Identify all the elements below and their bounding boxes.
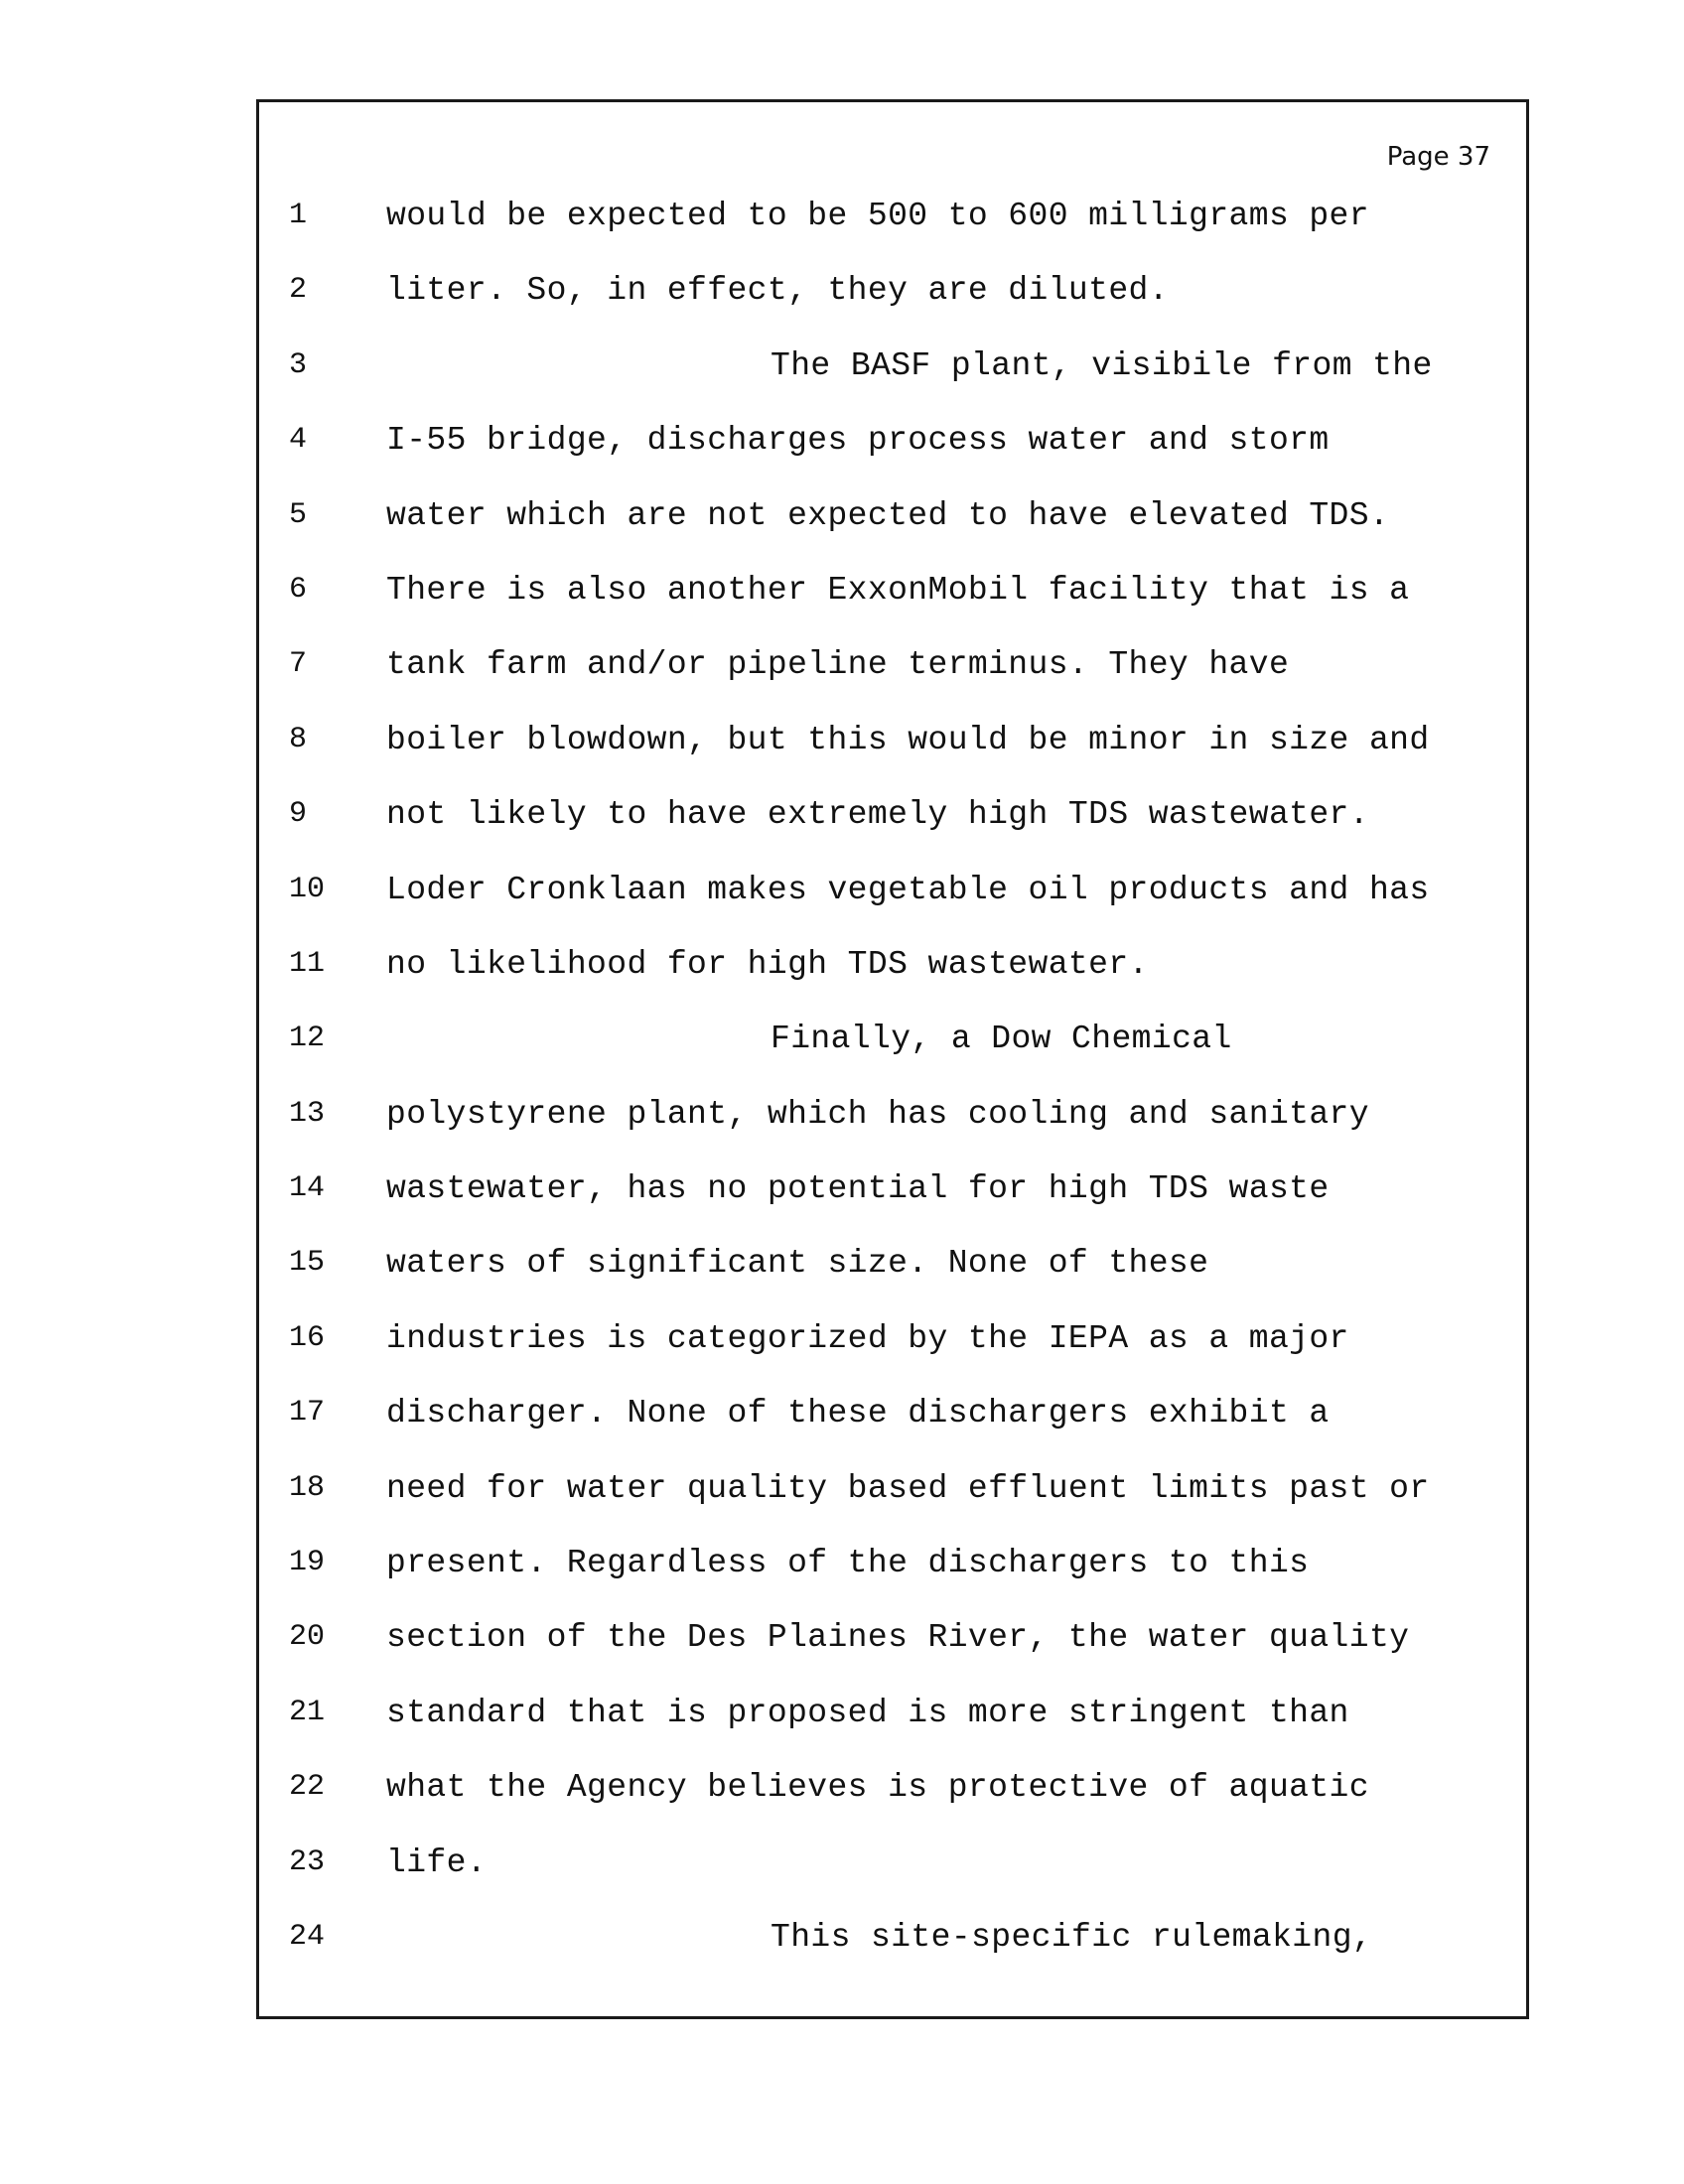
line-text: The BASF plant, visibile from the: [771, 346, 1433, 384]
line-number: 24: [289, 1919, 326, 1954]
line-number: 11: [289, 946, 326, 981]
line-text: boiler blowdown, but this would be minor in size and: [386, 721, 1430, 758]
transcript-lines: [259, 179, 1526, 1975]
line-text: would be expected to be 500 to 600 milligrams per: [386, 198, 1369, 234]
line-number: 19: [289, 1546, 326, 1580]
line-number: 5: [289, 497, 308, 532]
transcript-line: [259, 553, 1526, 627]
transcript-line: [259, 329, 1526, 403]
transcript-line: [259, 1226, 1526, 1300]
transcript-line: [259, 1152, 1526, 1226]
transcript-line: [259, 1526, 1526, 1600]
line-text: standard that is proposed is more stringent than: [386, 1694, 1349, 1731]
line-text: section of the Des Plaines River, the water quality: [386, 1619, 1410, 1657]
line-number: 13: [289, 1096, 326, 1131]
page-number: Page 37: [1386, 142, 1490, 172]
line-text: industries is categorized by the IEPA as a major: [386, 1319, 1349, 1357]
line-text: This site-specific rulemaking,: [771, 1918, 1373, 1956]
transcript-line: [259, 253, 1526, 328]
line-number: 8: [289, 722, 308, 756]
line-text: present. Regardless of the dischargers to this: [386, 1545, 1310, 1582]
line-text: liter. So, in effect, they are diluted.: [386, 272, 1169, 310]
line-number: 14: [289, 1171, 326, 1206]
line-text: Loder Cronklaan makes vegetable oil products and has: [386, 871, 1430, 908]
transcript-line: [259, 777, 1526, 852]
line-number: 1: [289, 199, 308, 232]
line-text: Finally, a Dow Chemical: [771, 1021, 1232, 1058]
line-number: 6: [289, 572, 308, 607]
line-number: 20: [289, 1620, 326, 1655]
line-text: discharger. None of these dischargers exhibit a: [386, 1395, 1330, 1433]
line-number: 21: [289, 1695, 326, 1729]
line-number: 4: [289, 423, 308, 458]
transcript-line: [259, 703, 1526, 777]
line-text: wastewater, has no potential for high TDS waste: [386, 1170, 1330, 1208]
transcript-line: [259, 1077, 1526, 1152]
line-number: 17: [289, 1396, 326, 1431]
transcript-line: [259, 1750, 1526, 1825]
line-text: polystyrene plant, which has cooling and sanitary: [386, 1095, 1369, 1133]
line-text: life.: [386, 1843, 488, 1881]
transcript-line: [259, 1676, 1526, 1750]
line-text: waters of significant size. None of these: [386, 1245, 1209, 1283]
line-number: 22: [289, 1770, 326, 1805]
line-text: I-55 bridge, discharges process water and storm: [386, 422, 1330, 460]
line-number: 12: [289, 1022, 326, 1056]
transcript-line: [259, 627, 1526, 702]
line-number: 16: [289, 1320, 326, 1355]
line-text: tank farm and/or pipeline terminus. They have: [386, 646, 1290, 684]
transcript-line: [259, 179, 1526, 253]
line-number: 2: [289, 273, 308, 308]
line-text: no likelihood for high TDS wastewater.: [386, 945, 1149, 983]
line-number: 15: [289, 1246, 326, 1281]
line-number: 7: [289, 647, 308, 682]
line-number: 10: [289, 872, 326, 906]
transcript-line: [259, 478, 1526, 553]
transcript-line: [259, 403, 1526, 478]
transcript-page: [256, 99, 1529, 2019]
line-text: There is also another ExxonMobil facility that is a: [386, 571, 1410, 609]
transcript-line: [259, 853, 1526, 927]
line-number: 3: [289, 347, 308, 382]
line-number: 23: [289, 1844, 326, 1879]
transcript-line: [259, 1600, 1526, 1675]
transcript-line: [259, 1002, 1526, 1076]
transcript-line: [259, 1826, 1526, 1900]
line-number: 18: [289, 1470, 326, 1505]
line-number: 9: [289, 797, 308, 832]
line-text: not likely to have extremely high TDS wastewater.: [386, 796, 1369, 834]
line-text: water which are not expected to have elevated TDS.: [386, 496, 1390, 534]
line-text: what the Agency believes is protective of aquatic: [386, 1769, 1369, 1807]
transcript-line: [259, 1451, 1526, 1526]
transcript-line: [259, 1376, 1526, 1450]
transcript-line: [259, 1301, 1526, 1376]
transcript-line: [259, 927, 1526, 1002]
line-text: need for water quality based effluent limits past or: [386, 1469, 1430, 1507]
transcript-line: [259, 1900, 1526, 1975]
